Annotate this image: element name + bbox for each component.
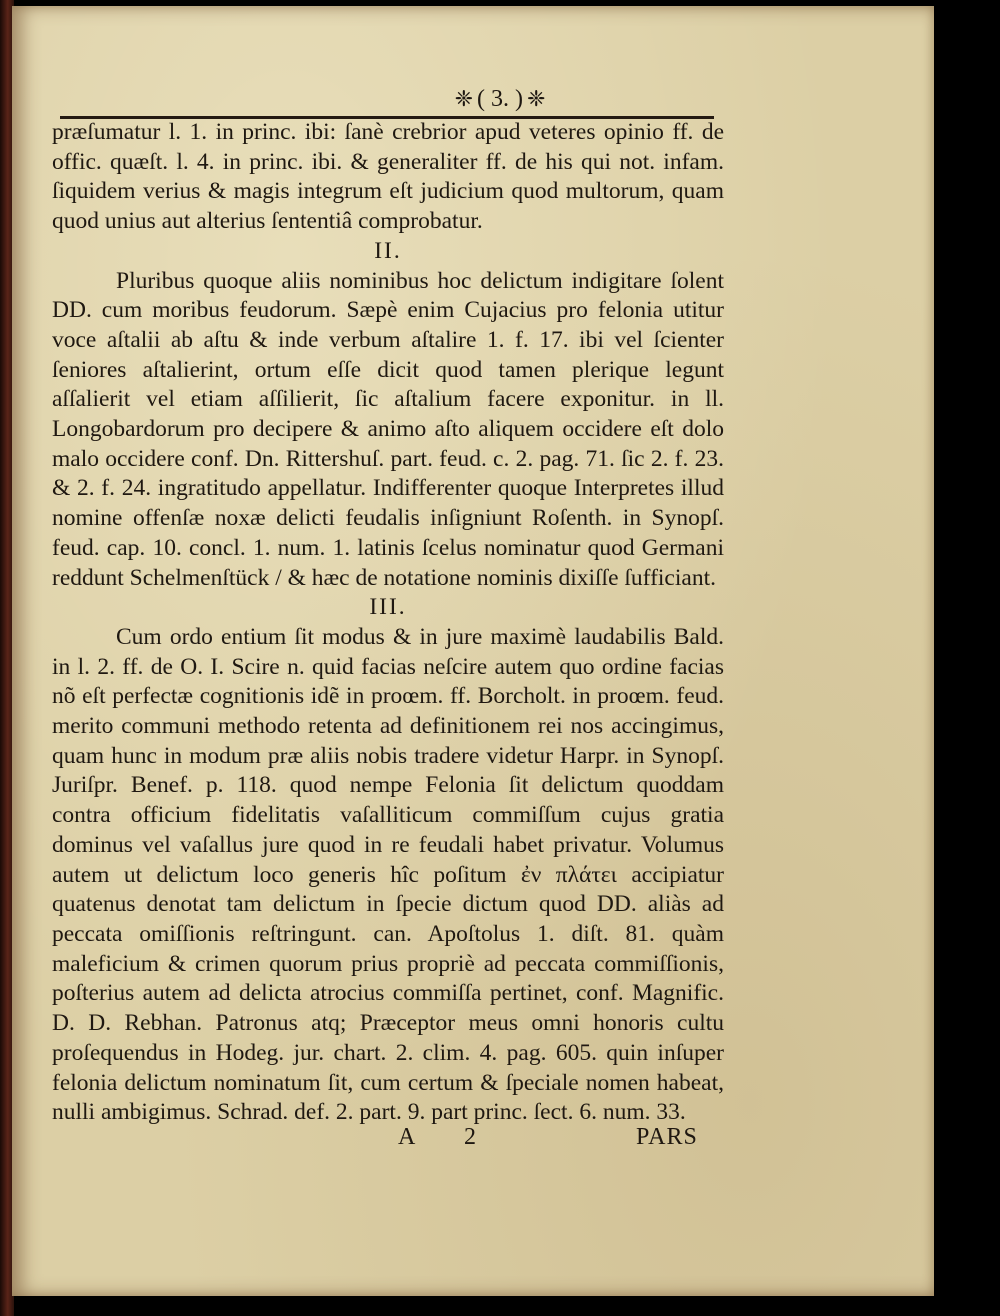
section-number-2: II. [374,237,402,264]
paragraph-section-2: Pluribus quoque aliis nominibus hoc delictum indigitare ſolent DD. cum moribus feudorum. Sæpè enim Cujacius pro felonia utitur voce aſtalii ab aſtu & inde verbum aſtalire 1. f. 17. ibi vel ſcienter ſeniores aſtalierint, ortum eſſe dicit quod tamen plerique legunt aſſalierit vel etiam aſſilierit, ſic aſtalium facere exponitur. in ll. Longobardorum pro decipere & animo aſto aliquem occidere eſt dolo malo occidere conf. Dn. Rittershuſ. part. feud. c. 2. pag. 71. ſic 2. f. 23. & 2. f. 24. ingratitudo appellatur. Indifferenter quoque Interpretes illud nomine offenſæ noxæ delicti feudalis inſigniunt Roſenth. in Synopſ. feud. cap. 10. concl. 1. num. 1. latinis ſcelus nominatur quod Germani reddunt Schelmenſtück / & hæc de notatione nominis dixiſſe ſufficiant. [52,267,724,591]
section-number-3: III. [369,594,407,621]
running-header [0,84,1000,114]
catchword: PARS [636,1124,698,1150]
page-number: ( 3. ) [477,85,523,112]
ornament-left-icon: ❈ [454,86,473,111]
paragraph-section-3: Cum ordo entium ſit modus & in jure maximè laudabilis Bald. in l. 2. ff. de O. I. Scire n. quid facias neſcire autem quo ordine facias nõ eſt perfectæ cognitionis idẽ in proœm. ff. Borcholt. in proœm. feud. merito communi methodo retenta ad definitionem rei nos accingimus, quam hunc in modum præ aliis nobis tradere videtur Harpr. in Synopſ. Juriſpr. Benef. p. 118. quod nempe Felonia ſit delictum quoddam contra officium fidelitatis vaſalliticum commiſſum cujus gratia dominus vel vaſallus jure quod in re feudali habet privatur. Volumus autem ut delictum loco generis hîc poſitum ἐν πλάτει accipiatur quatenus denotat tam delictum in ſpecie dictum quod DD. aliàs ad peccata omiſſionis reſtringunt. can. Apoſtolus 1. diſt. 81. quàm maleficium & crimen quorum prius propriè ad peccata commiſſionis, poſterius autem ad delicta atrocius commiſſa pertinet, conf. Magnific. D. D. Rebhan. Patronus atq; Præceptor meus omni honoris cultu proſequendus in Hodeg. jur. chart. 2. clim. 4. pag. 605. quin inſuper felonia delictum nominatum ſit, cum certum & ſpeciale nomen habeat, nulli ambigimus. Schrad. def. 2. part. 9. part princ. ſect. 6. num. 33. [52,623,724,1126]
ornament-right-icon: ❈ [526,86,546,111]
paragraph-continued: præſumatur l. 1. in princ. ibi: ſanè crebrior apud veteres opinio ff. de offic. quæſt. l. 4. in princ. ibi. & generaliter ff. de his qui not. infam. ſiquidem verius & magis integrum eſt judicium quod multorum, quam quod unius aut alterius ſententiâ comprobatur. [52,119,724,235]
page-footer [0,1124,1000,1158]
signature-mark: A 2 [398,1124,499,1150]
body-text [52,118,724,1128]
